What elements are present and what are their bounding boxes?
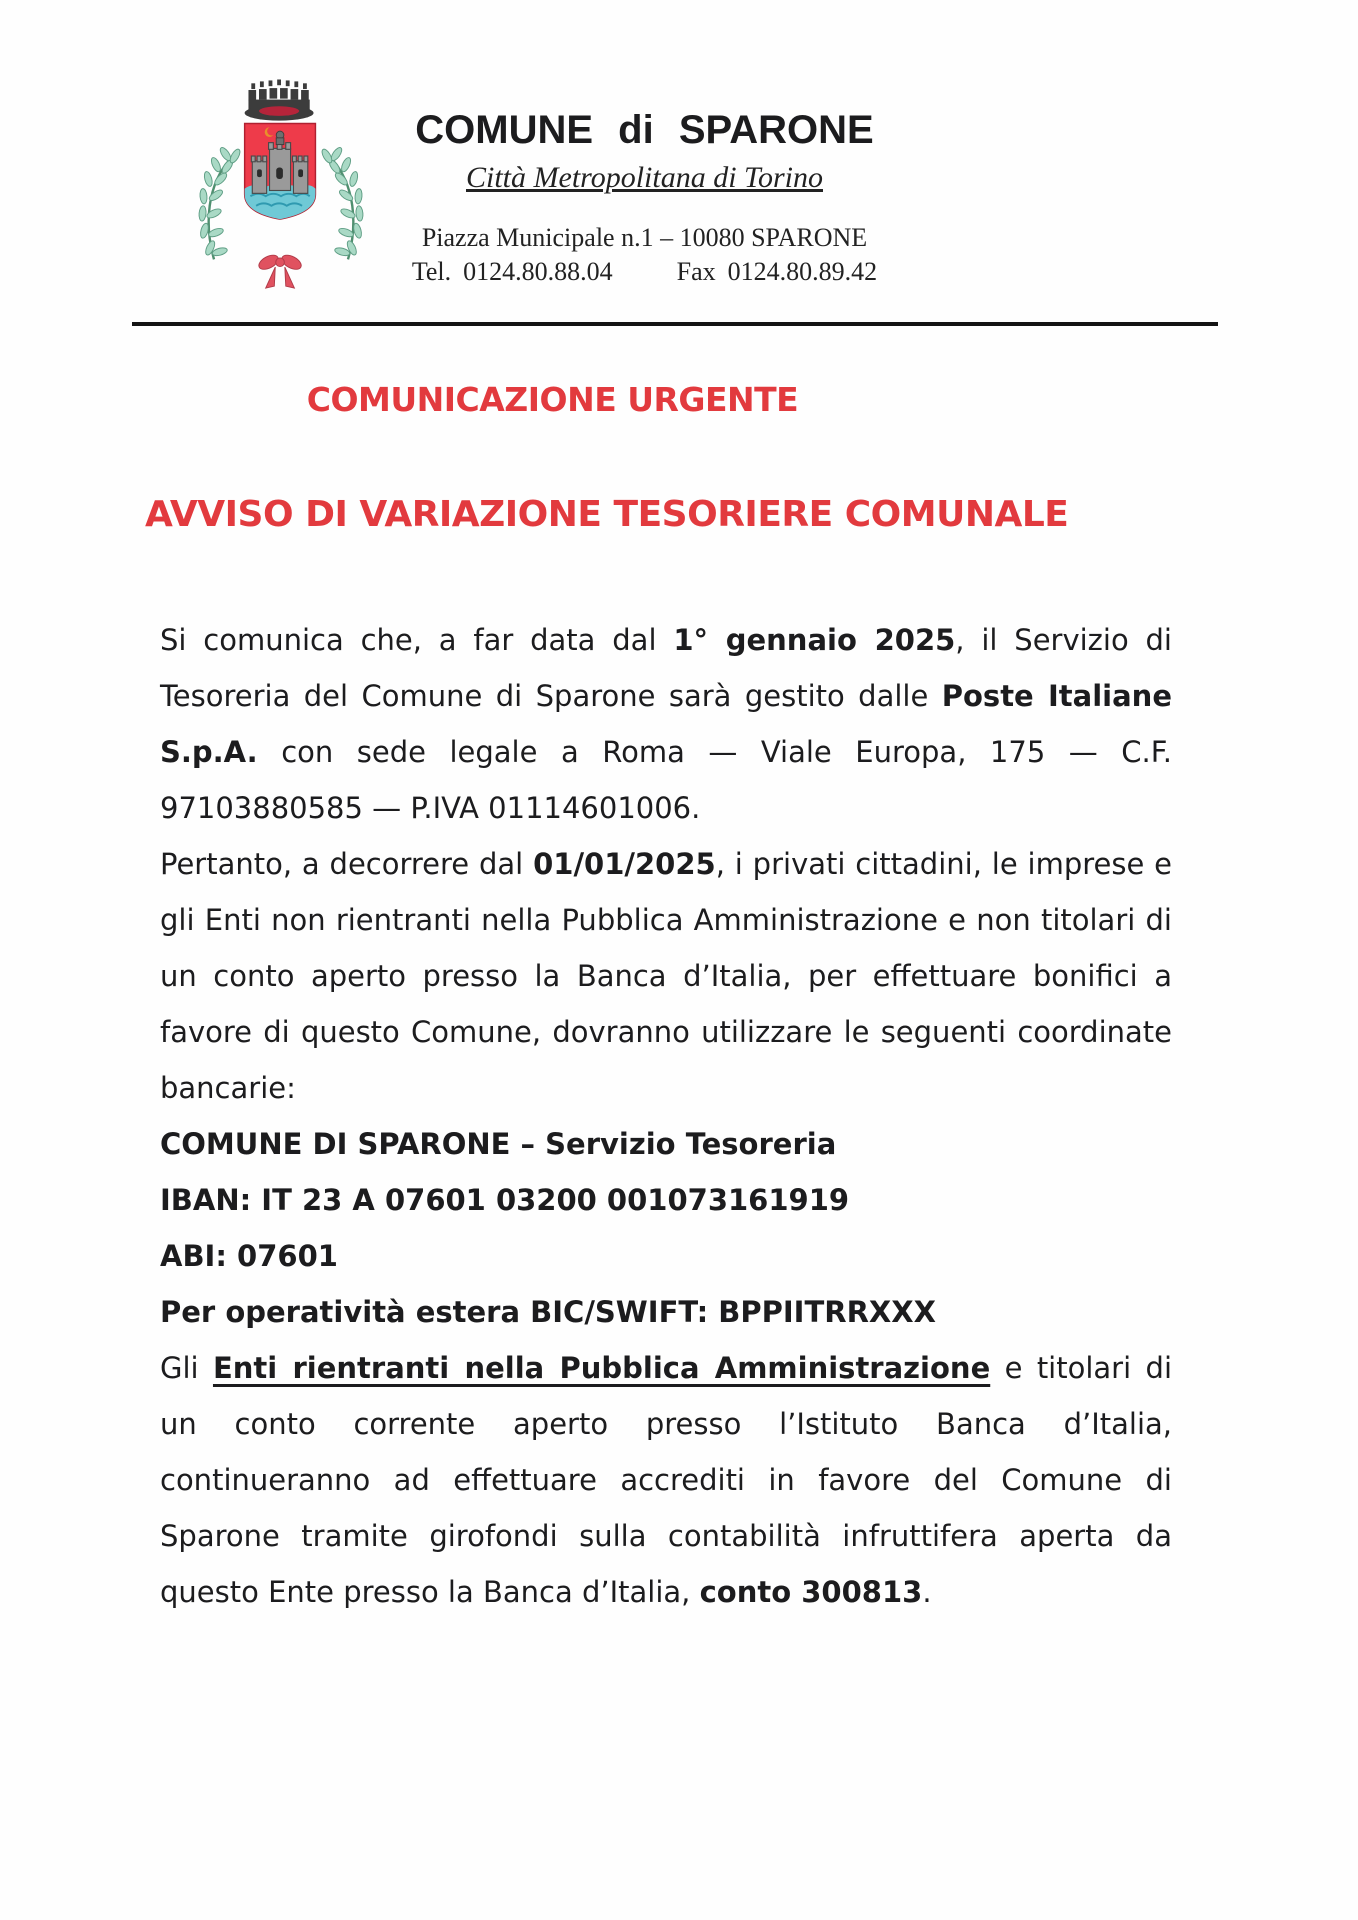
- fax-number: 0124.80.89.42: [727, 257, 878, 286]
- paragraph-public-entities: [160, 1340, 1172, 1620]
- paragraph-service-change: [160, 612, 1172, 836]
- public-entities-emphasis: Enti rientranti nella Pubblica Amministrazione: [212, 1351, 991, 1385]
- account-holder-line: COMUNE DI SPARONE – Servizio Tesoreria: [160, 1127, 837, 1161]
- bic-swift-line: Per operatività estera BIC/SWIFT: BPPIITRRXXX: [160, 1295, 936, 1329]
- municipality-name: COMUNE di SPARONE: [415, 108, 874, 152]
- right-laurel-branch: [320, 146, 363, 260]
- municipal-coat-of-arms-icon: [172, 68, 390, 290]
- tel-label: Tel.: [411, 257, 452, 286]
- effective-date: 1° gennaio 2025: [673, 623, 956, 657]
- treasurer-change-notice-heading: AVVISO DI VARIAZIONE TESORIERE COMUNALE: [145, 494, 1069, 535]
- paragraph-payment-instructions: [160, 836, 1172, 1116]
- left-laurel-branch: [198, 146, 241, 260]
- text-segment: con sede legale a Roma — Viale Europa, 175 — C.F. 97103880585 — P.IVA 01114601006.: [160, 735, 1172, 825]
- contact-line: [392, 257, 897, 287]
- address-line: Piazza Municipale n.1 – 10080 SPARONE: [421, 223, 868, 252]
- crown-opening: [259, 106, 299, 116]
- tel-number: 0124.80.88.04: [463, 257, 613, 286]
- text-segment: .: [922, 1575, 932, 1609]
- letterhead: [392, 108, 897, 287]
- bank-coordinates-block: [160, 1116, 1172, 1340]
- text-segment: Pertanto, a decorrere dal: [160, 847, 534, 881]
- treasurer-name: Poste Italiane S.p.A.: [160, 679, 1172, 769]
- text-segment: e titolari di un conto corrente aperto presso l’Istituto Banca d’Italia, continueranno ad effettuare accrediti in favore del Comune di Sparone tramite girofondi sulla contabilità infruttifera aperta da questo Ente presso la Banca d’Italia,: [160, 1351, 1172, 1609]
- coat-of-arms-svg: [172, 68, 390, 290]
- text-segment: , i privati cittadini, le imprese e gli Enti non rientranti nella Pubblica Amministrazione e non titolari di un conto aperto presso la Banca d’Italia, per effettuare bonifici a favore di questo Comune, dovranno utilizzare le seguenti coordinate bancarie:: [160, 847, 1172, 1105]
- urgent-communication-heading: COMUNICAZIONE URGENTE: [306, 380, 799, 419]
- text-segment: Si comunica che, a far data dal: [160, 623, 674, 657]
- iban-line: IBAN: IT 23 A 07601 03200 001073161919: [160, 1183, 850, 1217]
- fax-label: Fax: [676, 257, 716, 286]
- text-segment: , il Servizio di Tesoreria del Comune di Sparone sarà gestito dalle: [160, 623, 1172, 713]
- abi-line: ABI: 07601: [160, 1239, 338, 1273]
- document-body: [160, 612, 1172, 1620]
- start-date: 01/01/2025: [533, 847, 716, 881]
- province-subtitle: Città Metropolitana di Torino: [466, 161, 823, 194]
- text-segment: Gli: [160, 1351, 213, 1385]
- account-number: conto 300813: [699, 1575, 923, 1609]
- ribbon-bow-icon: [257, 252, 304, 288]
- header-divider: [132, 322, 1218, 326]
